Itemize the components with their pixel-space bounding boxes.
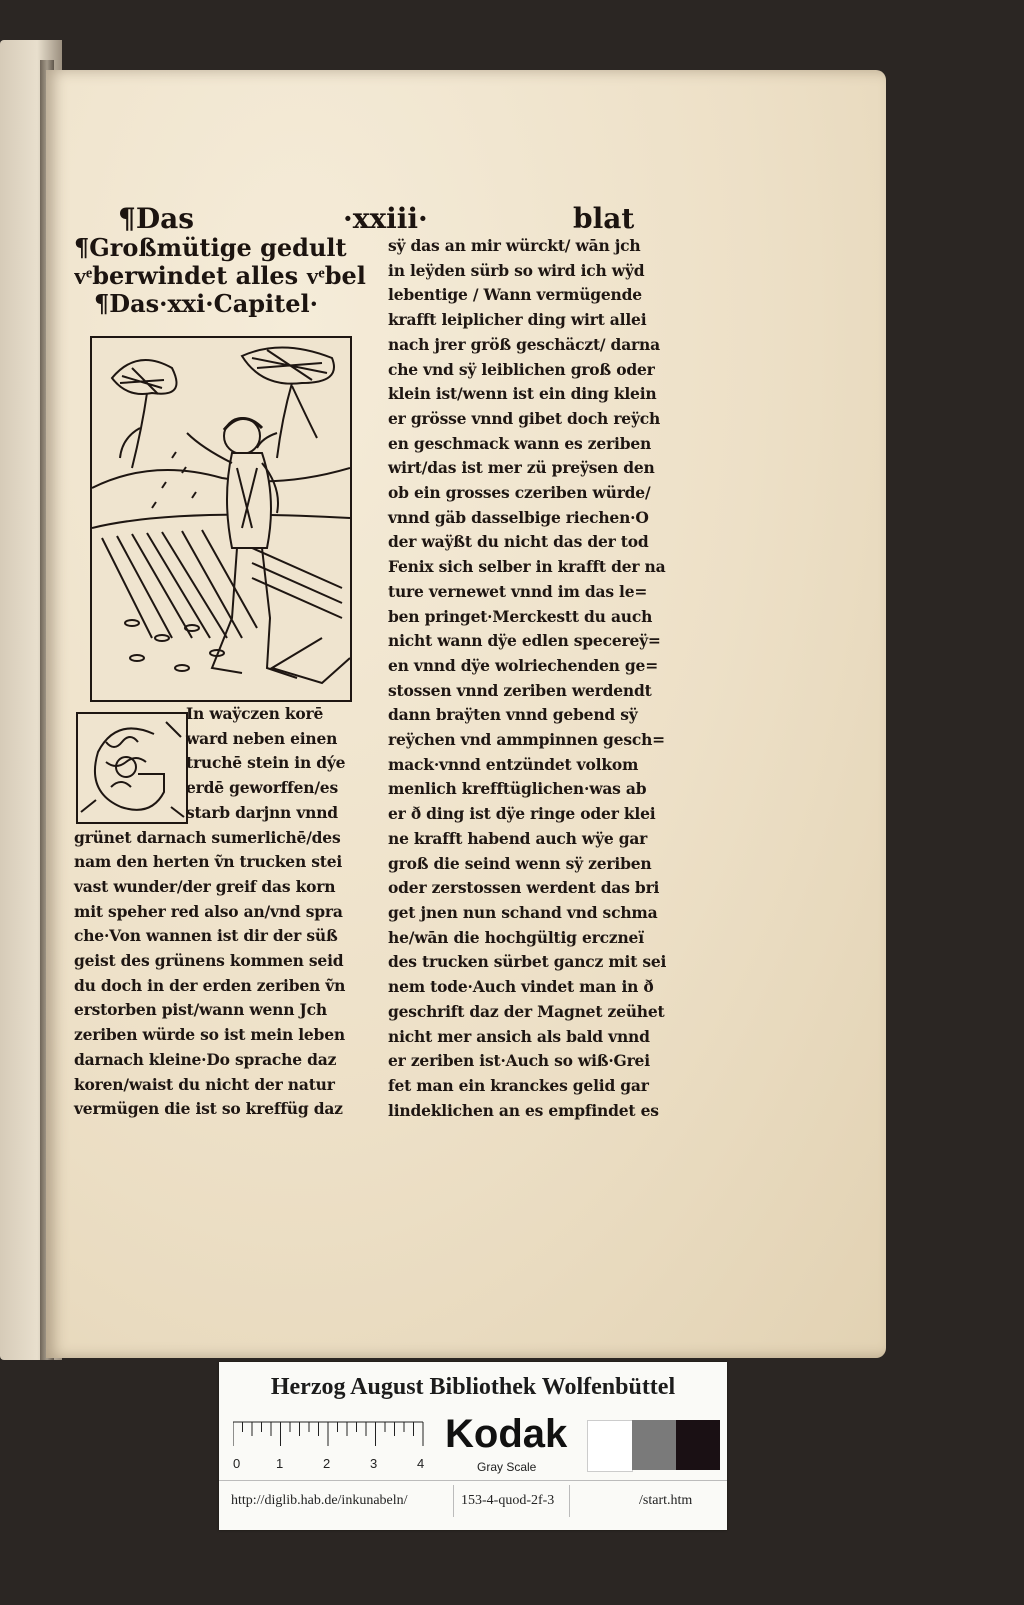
text-line: groß die seind wenn sÿ zeriben: [388, 853, 652, 873]
url-segment: http://diglib.hab.de/inkunabeln/: [231, 1493, 408, 1508]
text-line: In waÿczen korē: [186, 704, 324, 723]
url-divider: [569, 1485, 570, 1517]
library-color-card: [219, 1362, 727, 1530]
text-line: wirt/das ist mer zü preÿsen den: [388, 458, 655, 478]
text-line: vermügen die ist so kreffüg daz: [74, 1099, 343, 1119]
ruler-number: 0: [233, 1456, 241, 1471]
text-line: des trucken sürbet gancz mit sei: [388, 952, 667, 972]
library-name: Herzog August Bibliothek Wolfenbüttel: [270, 1374, 676, 1400]
text-line: ben pringet·Merckestt du auch: [388, 606, 653, 626]
text-line: er grösse vnnd gibet doch reÿch: [388, 408, 661, 428]
digital-library-url: [219, 1480, 727, 1521]
text-line: en vnnd dÿe wolriechenden ge=: [388, 655, 658, 675]
left-column-text: [74, 702, 374, 1122]
url-segment: /start.htm: [639, 1493, 693, 1508]
text-line: der waÿßt du nicht das der tod: [388, 532, 649, 552]
text-line: menlich krefftüglichen·was ab: [388, 779, 647, 799]
running-head-left: ¶Das: [118, 202, 195, 235]
text-line: oder zerstossen werdent das bri: [388, 878, 660, 898]
ruler-number: 4: [417, 1456, 425, 1471]
text-line: che·Von wannen ist dir der süß: [74, 926, 338, 946]
text-line: geist des grünens kommen seid: [74, 951, 344, 971]
text-line: er zeriben ist·Auch so wiß·Grei: [388, 1051, 650, 1071]
text-line: in leÿden sürb so wird ich wÿd: [388, 260, 645, 280]
text-line: nicht mer ansich als bald vnnd: [388, 1026, 650, 1046]
text-line: dann braÿten vnnd gebend sÿ: [388, 705, 638, 725]
text-line: lindeklichen an es empfindet es: [388, 1100, 659, 1120]
text-line: du doch in der erden zeriben ṽn: [74, 975, 346, 995]
text-line: fet man ein kranckes gelid gar: [388, 1075, 649, 1095]
gray-scale-label: Gray Scale: [477, 1460, 537, 1474]
text-line: erdē geworffen/es: [186, 778, 338, 798]
text-line: stossen vnnd zeriben werdendt: [388, 680, 652, 700]
text-line: zeriben würde so ist mein leben: [74, 1025, 345, 1045]
ruler-number: 3: [370, 1456, 378, 1471]
url-divider: [453, 1485, 454, 1517]
ruler-ticks: [233, 1418, 433, 1476]
text-line: darnach kleine·Do sprache daz: [74, 1049, 337, 1069]
text-line: klein ist/wenn ist ein ding klein: [388, 384, 657, 404]
text-line: vnnd gäb dasselbige riechen·O: [388, 507, 649, 527]
right-column-text: [388, 234, 688, 1123]
text-line: starb darjnn vnnd: [186, 802, 338, 822]
text-line: grünet darnach sumerlichē/des: [74, 827, 341, 847]
text-line: nach jrer größ geschäczt/ darna: [388, 334, 660, 354]
text-line: ward neben einen: [186, 728, 338, 748]
text-line: Fenix sich selber in krafft der na: [388, 557, 666, 577]
text-line: ne krafft habend auch wÿe gar: [388, 828, 648, 848]
chapter-number: ¶Das·xxi·Capitel·: [94, 289, 318, 318]
text-line: lebentige / Wann vermügende: [388, 285, 642, 305]
text-line: che vnd sÿ leiblichen groß oder: [388, 359, 655, 379]
text-line: en geschmack wann es zeriben: [388, 433, 652, 453]
text-line: mack·vnnd entzündet volkom: [388, 754, 639, 774]
text-line: mit speher red also an/vnd spra: [74, 901, 343, 921]
text-line: truchē stein in dýe: [186, 753, 346, 773]
text-line: get jnen nun schand vnd schma: [388, 902, 658, 922]
text-line: geschrift daz der Magnet zeühet: [388, 1001, 665, 1021]
text-line: er ð ding ist dÿe ringe oder klei: [388, 804, 656, 824]
sower-woodcut-image: [92, 338, 350, 700]
folio-number: ·xxiii·: [343, 202, 428, 235]
text-line: nam den herten ṽn trucken stei: [74, 852, 343, 872]
running-head-right: blat: [573, 202, 635, 235]
text-line: nicht wann dÿe edlen specereÿ=: [388, 631, 661, 651]
chapter-title-line: vͤberwindet alles vͤbel: [74, 261, 366, 290]
scale-ruler: [233, 1418, 433, 1476]
gray-swatch-black: [676, 1420, 720, 1470]
text-line: erstorben pist/wann wenn Jch: [74, 1000, 327, 1020]
text-line: koren/waist du nicht der natur: [74, 1074, 335, 1094]
ruler-number: 2: [323, 1456, 331, 1471]
text-line: reÿchen vnd ammpinnen gesch=: [388, 730, 665, 750]
woodcut-illustration: [90, 336, 352, 702]
ruler-number: 1: [276, 1456, 284, 1471]
text-line: ob ein grosses czeriben würde/: [388, 483, 651, 503]
text-line: sÿ das an mir würckt/ wān jch: [388, 236, 641, 255]
chapter-title-line: ¶Großmütige gedult: [74, 233, 347, 262]
text-line: ture vernewet vnnd im das le=: [388, 581, 648, 601]
text-line: krafft leiplicher ding wirt allei: [388, 310, 647, 330]
left-column: [74, 234, 374, 318]
kodak-logo: Kodak: [445, 1412, 568, 1456]
text-line: nem tode·Auch vindet man in ð: [388, 977, 654, 997]
text-line: vast wunder/der greif das korn: [74, 876, 336, 896]
gray-swatch-mid: [632, 1420, 676, 1470]
url-segment: 153-4-quod-2f-3: [461, 1493, 555, 1508]
text-line: he/wān die hochgültig erczneï: [388, 927, 644, 947]
gray-swatch-white: [587, 1420, 633, 1472]
